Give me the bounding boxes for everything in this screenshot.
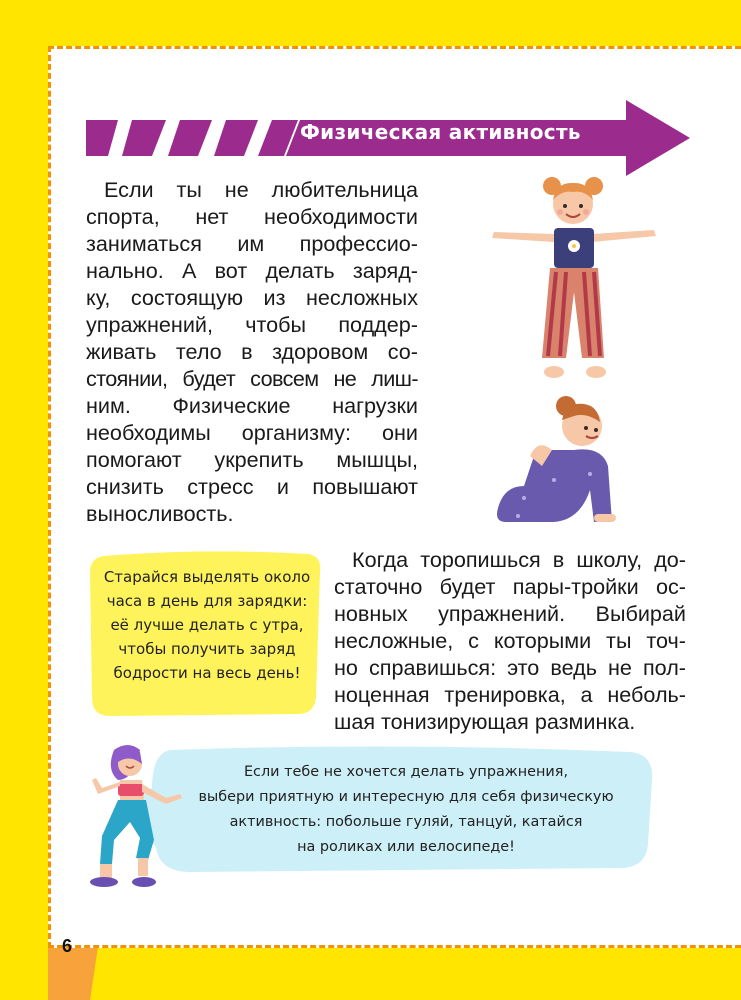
tip-line: бодрости на весь день! (113, 664, 301, 682)
intro-paragraph (86, 176, 418, 527)
girl-stretching-illustration (494, 390, 624, 530)
tip-blue (176, 760, 636, 860)
tip-line: её лучше делать с утра, (110, 616, 304, 634)
text-line: новных упражнений. Выбирай (334, 601, 686, 626)
text-line: нально. А вот делать заряд- (86, 258, 418, 283)
tip-line: Старайся выделять около (103, 568, 311, 586)
tip-line: Если тебе не хочется делать упражнения, (243, 764, 569, 780)
text-line: ноценная тренировка, а неболь- (334, 682, 686, 707)
text-line: но справишься: это ведь не пол- (334, 655, 686, 680)
text-line: выносливость. (86, 501, 234, 526)
girl-dancing-illustration (84, 740, 196, 896)
page-number: 6 (62, 936, 73, 956)
tip-line: выбери приятную и интересную для себя физическую (198, 789, 614, 805)
tip-line: на роликах или велосипеде! (297, 839, 515, 855)
text-line: шая тонизирующая разминка. (334, 709, 636, 734)
tip-line: часа в день для зарядки: (106, 592, 308, 610)
text-line: Когда торопишься в школу, до- (352, 547, 686, 572)
text-line: спорта, нет необходимости (86, 204, 418, 229)
text-line: помогают укрепить мышцы, (86, 447, 418, 472)
text-line: упражнений, чтобы поддер- (86, 312, 418, 337)
tip-line: чтобы получить заряд (118, 640, 296, 658)
tip-line: активность: побольше гуляй, танцуй, катайся (229, 814, 583, 830)
text-line: необходимы организму: они (86, 420, 418, 445)
morning-paragraph (334, 546, 686, 735)
text-line: снизить стресс и повышают (86, 474, 418, 499)
text-line: ку, состоящую из несложных (86, 285, 418, 310)
text-line: живать тело в здоровом со- (86, 339, 418, 364)
section-heading: Физическая активность (300, 120, 581, 144)
girl-standing-illustration (486, 172, 666, 384)
text-line: статочно будет пары-тройки ос- (334, 574, 686, 599)
text-line: Если ты не любительница (104, 177, 418, 202)
text-line: несложные, с которыми ты точ- (334, 628, 686, 653)
text-line: стоянии, будет совсем не лиш- (86, 366, 418, 391)
tip-yellow (96, 565, 318, 685)
text-line: заниматься им профессио- (86, 231, 418, 256)
text-line: ним. Физические нагрузки (86, 393, 418, 418)
